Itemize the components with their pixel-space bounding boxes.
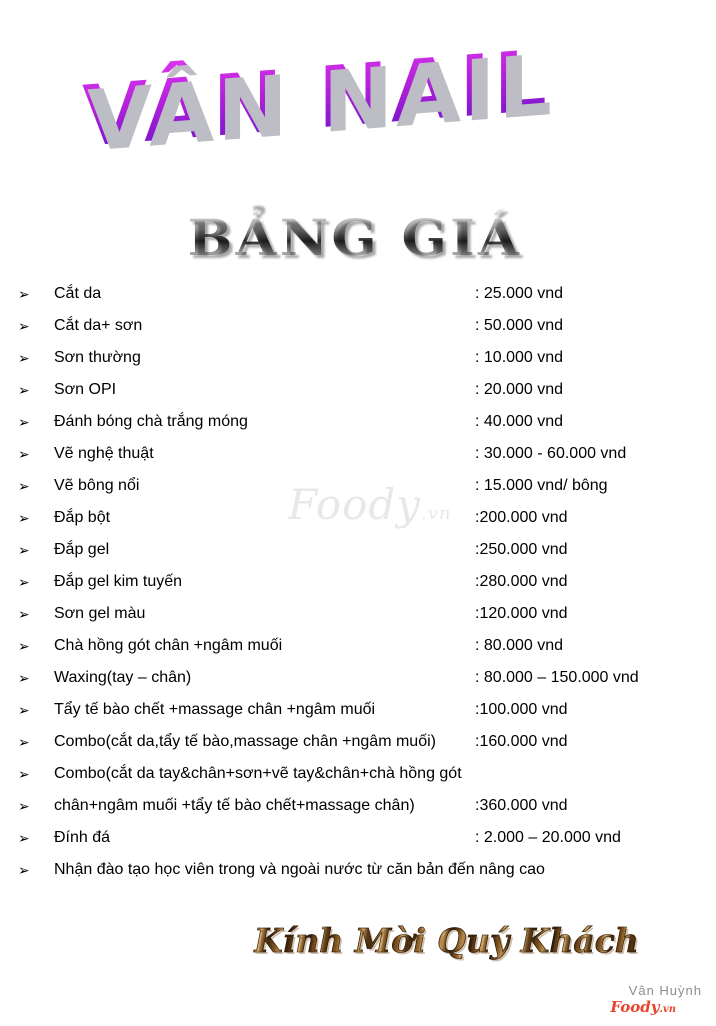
service-row (0, 470, 716, 502)
arrow-bullet-icon: ➢ (18, 670, 30, 686)
watermark-text: Foody (288, 480, 422, 529)
service-row (0, 342, 716, 374)
photo-credit-user: Vân Huỳnh (628, 983, 702, 998)
arrow-bullet-icon: ➢ (18, 542, 30, 558)
service-row (0, 566, 716, 598)
service-row (0, 758, 716, 790)
service-name: Sơn OPI (54, 381, 117, 398)
service-name: Cắt da+ sơn (54, 317, 143, 334)
arrow-bullet-icon: ➢ (18, 830, 30, 846)
service-name: Sơn gel màu (54, 605, 146, 622)
service-price: :250.000 vnd (475, 541, 568, 558)
arrow-bullet-icon: ➢ (18, 734, 30, 750)
service-price: : 80.000 – 150.000 vnd (475, 669, 639, 686)
arrow-bullet-icon: ➢ (18, 606, 30, 622)
service-name: Đắp gel kim tuyến (54, 573, 183, 590)
service-name: Đắp gel (54, 541, 110, 558)
service-price: : 40.000 vnd (475, 413, 564, 430)
arrow-bullet-icon: ➢ (18, 798, 30, 814)
arrow-bullet-icon: ➢ (18, 318, 30, 334)
service-price: :200.000 vnd (475, 509, 568, 526)
arrow-bullet-icon: ➢ (18, 350, 30, 366)
service-name: Vẽ bông nổi (54, 477, 140, 494)
price-list-title: BẢNG GIÁ (187, 208, 523, 267)
service-price: : 2.000 – 20.000 vnd (475, 829, 621, 846)
service-name: Nhận đào tạo học viên trong và ngoài nước từ căn bản đến nâng cao (54, 861, 545, 878)
arrow-bullet-icon: ➢ (18, 702, 30, 718)
service-price: :160.000 vnd (475, 733, 568, 750)
service-row (0, 822, 716, 854)
service-row (0, 630, 716, 662)
service-name: Waxing(tay – chân) (54, 669, 192, 686)
service-row (0, 662, 716, 694)
service-price-list (0, 278, 716, 886)
service-name: Cắt da (54, 285, 102, 302)
arrow-bullet-icon: ➢ (18, 638, 30, 654)
arrow-bullet-icon: ➢ (18, 286, 30, 302)
service-row (0, 310, 716, 342)
service-price: : 30.000 - 60.000 vnd (475, 445, 627, 462)
service-name: Combo(cắt da tay&chân+sơn+vẽ tay&chân+chà hồng gót (54, 765, 462, 782)
service-name: Vẽ nghệ thuật (54, 445, 154, 462)
arrow-bullet-icon: ➢ (18, 446, 30, 462)
service-name: chân+ngâm muối +tẩy tế bào chết+massage chân) (54, 797, 415, 814)
service-price: :120.000 vnd (475, 605, 568, 622)
service-row (0, 406, 716, 438)
watermark-suffix: .vn (421, 503, 452, 524)
service-name: Sơn thường (54, 349, 141, 366)
welcome-text: Kính Mời Quý Khách (254, 916, 654, 966)
service-name: Chà hồng gót chân +ngâm muối (54, 637, 283, 654)
service-row (0, 438, 716, 470)
service-row (0, 534, 716, 566)
service-price: : 15.000 vnd/ bông (475, 477, 608, 494)
arrow-bullet-icon: ➢ (18, 574, 30, 590)
arrow-bullet-icon: ➢ (18, 478, 30, 494)
service-name: Tẩy tế bào chết +massage chân +ngâm muối (54, 701, 376, 718)
service-price: : 20.000 vnd (475, 381, 564, 398)
credit-logo-text: Foody (610, 998, 660, 1016)
credit-logo-suffix: .vn (659, 1004, 676, 1015)
service-name: Đánh bóng chà trắng móng (54, 413, 248, 430)
arrow-bullet-icon: ➢ (18, 862, 30, 878)
service-row (0, 598, 716, 630)
arrow-bullet-icon: ➢ (18, 414, 30, 430)
service-name: Combo(cắt da,tẩy tế bào,massage chân +ngâm muối) (54, 733, 436, 750)
brand-logo (82, 15, 682, 172)
brand-name: VÂN NAIL (82, 15, 682, 172)
service-name: Đính đá (54, 829, 111, 846)
service-price: :360.000 vnd (475, 797, 568, 814)
arrow-bullet-icon: ➢ (18, 510, 30, 526)
service-price: : 50.000 vnd (475, 317, 564, 334)
service-row (0, 374, 716, 406)
service-row (0, 790, 716, 822)
arrow-bullet-icon: ➢ (18, 382, 30, 398)
service-price: : 25.000 vnd (475, 285, 564, 302)
service-row (0, 854, 716, 886)
service-price: :100.000 vnd (475, 701, 568, 718)
service-row (0, 278, 716, 310)
price-list-title-wrap (120, 208, 590, 268)
service-price: : 10.000 vnd (475, 349, 564, 366)
foody-credit-logo (610, 998, 676, 1016)
arrow-bullet-icon: ➢ (18, 766, 30, 782)
service-price: :280.000 vnd (475, 573, 568, 590)
service-row (0, 502, 716, 534)
service-price: : 80.000 vnd (475, 637, 564, 654)
service-row (0, 694, 716, 726)
service-row (0, 726, 716, 758)
service-name: Đắp bột (54, 509, 111, 526)
